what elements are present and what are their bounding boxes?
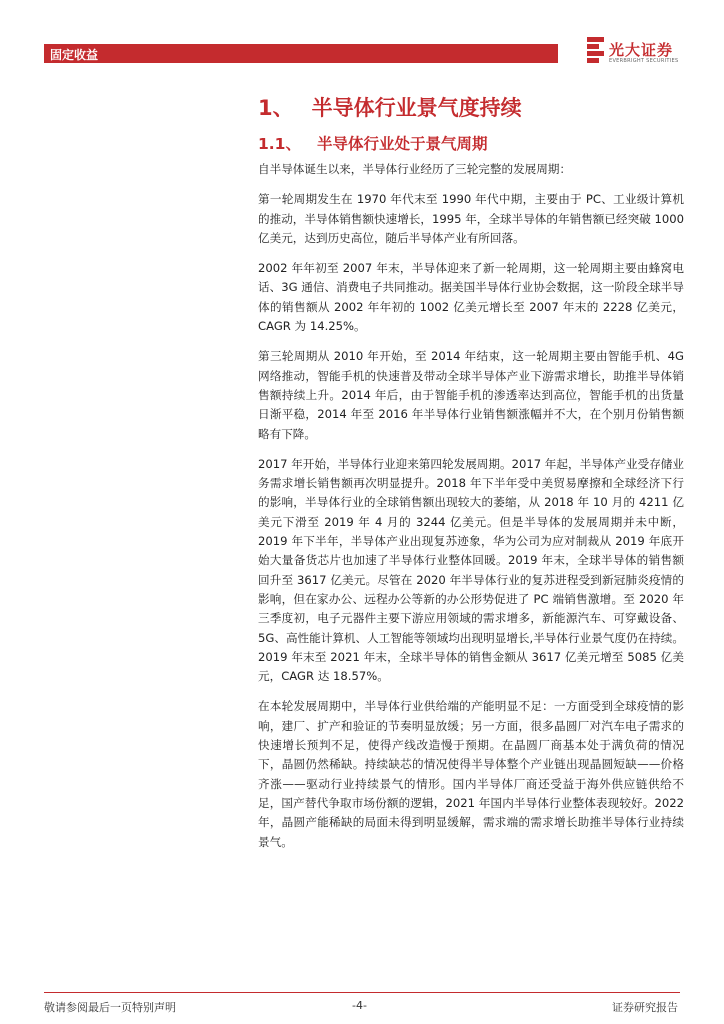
- brand-logo: [587, 37, 687, 67]
- header-category-label: 固定收益: [50, 48, 99, 62]
- footer-disclaimer: 敬请参阅最后一页特别声明: [44, 1001, 176, 1014]
- subsection-heading: [258, 132, 487, 154]
- page-number: -4-: [352, 999, 367, 1012]
- section-number: 1、: [258, 96, 294, 120]
- section-heading: [258, 92, 522, 122]
- subsection-title: 半导体行业处于景气周期: [316, 135, 488, 153]
- body-text: [258, 160, 684, 863]
- subsection-number: 1.1、: [258, 135, 301, 153]
- footer-doc-type: 证券研究报告: [612, 1001, 678, 1014]
- footer-divider: [44, 992, 680, 993]
- section-title: 半导体行业景气度持续: [311, 96, 522, 120]
- logo-subtext: EVERBRIGHT SECURITIES: [609, 58, 679, 64]
- header-category-bar: [44, 44, 558, 63]
- paragraph-supply-shortage: 在本轮发展周期中，半导体行业供给端的产能明显不足：一方面受到全球疫情的影响，建厂、扩产和验证的节奏明显放缓；另一方面，很多晶圆厂对汽车电子需求的快速增长预判不足，使得产线改造慢于预期。在晶圆厂商基本处于满负荷的情况下，晶圆仍然稀缺。持续缺芯的情况使得半导体整个产业链出现晶圆短缺——价格齐涨——驱动行业持续景气的情形。国内半导体厂商还受益于海外供应链供给不足，国产替代争取市场份额的逻辑，2021 年国内半导体行业整体表现较好。2022 年，晶圆产能稀缺的局面未得到明显缓解，需求端的需求增长助推半导体行业持续景气。: [258, 699, 684, 849]
- paragraph-first-cycle: 第一轮周期发生在 1970 年代末至 1990 年代中期，主要由于 PC、工业级计算机的推动，半导体销售额快速增长，1995 年，全球半导体的年销售额已经突破 1000 亿美元，达到历史高位，随后半导体产业有所回落。: [258, 192, 684, 245]
- paragraph-third-cycle: 第三轮周期从 2010 年开始，至 2014 年结束，这一轮周期主要由智能手机、4G 网络推动，智能手机的快速普及带动全球半导体产业下游需求增长，助推半导体销售额持续上升。2014 年后，由于智能手机的渗透率达到高位，智能手机的出货量日渐平稳，2014 年至 2016 年半导体行业销售额涨幅并不大，在个别月份销售额略有下降。: [258, 349, 684, 441]
- logo-mark-icon: [587, 37, 604, 63]
- logo-text: 光大证券: [609, 41, 674, 59]
- paragraph-fourth-cycle: 2017 年开始，半导体行业迎来第四轮发展周期。2017 年起，半导体产业受存储业务需求增长销售额再次明显提升。2018 年下半年受中美贸易摩擦和全球经济下行的影响，半导体行业的全球销售额出现较大的萎缩，从 2018 年 10 月的 4211 亿美元下滑至 2019 年 4 月的 3244 亿美元。但是半导体的发展周期并未中断，2019 年下半年，半导体产业出现复苏迹象，华为公司为应对制裁从 2019 年底开始大量备货芯片也加速了半导体行业整体回暖。2019 年末，全球半导体的销售额回升至 3617 亿美元。尽管在 2020 年半导体行业的复苏进程受到新冠肺炎疫情的影响，但在家办公、远程办公等新的办公形势促进了 PC 端销售激增。至 2020 年三季度初，电子元器件主要下游应用领域的需求增多，新能源汽车、可穿戴设备、5G、高性能计算机、人工智能等领域均出现明显增长,半导体行业景气度仍在持续。2019 年末至 2021 年末，全球半导体的销售金额从 3617 亿美元增至 5085 亿美元，CAGR 达 18.57%。: [258, 456, 684, 684]
- paragraph-second-cycle: 2002 年年初至 2007 年末，半导体迎来了新一轮周期，这一轮周期主要由蜂窝电话、3G 通信、消费电子共同推动。据美国半导体行业协会数据，这一阶段全球半导体的销售额从 2002 年年初的 1002 亿美元增长至 2007 年末的 2228 亿美元，CAGR 为 14.25%。: [258, 261, 684, 334]
- paragraph-intro: 自半导体诞生以来，半导体行业经历了三轮完整的发展周期：: [258, 162, 572, 176]
